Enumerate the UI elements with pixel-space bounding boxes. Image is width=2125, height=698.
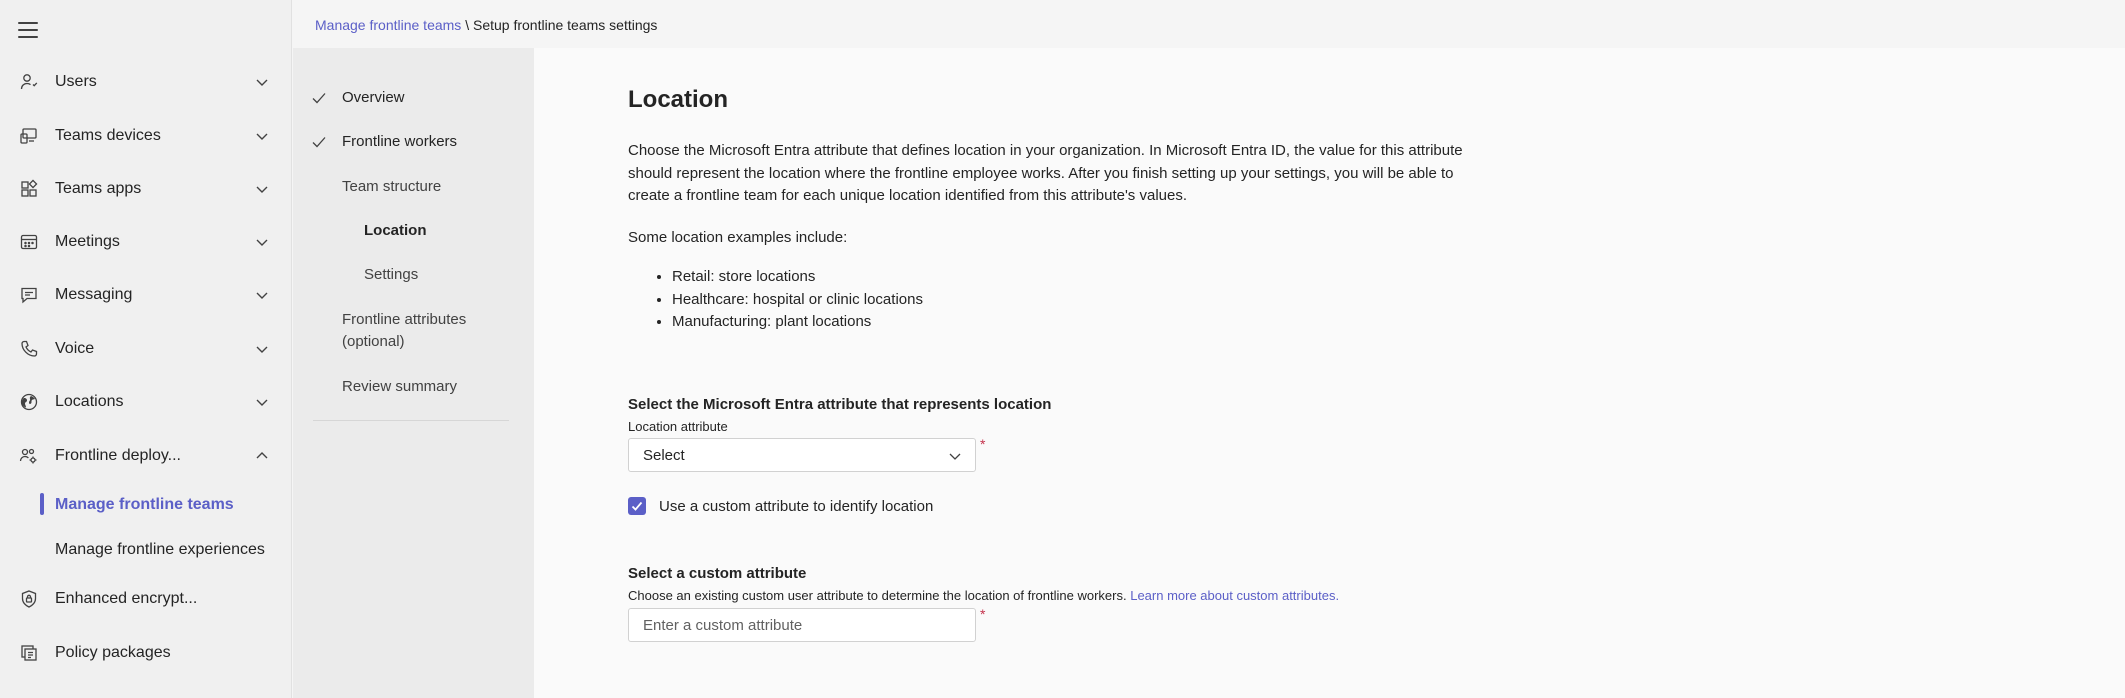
examples-list — [672, 266, 923, 334]
dropdown-value: Select — [643, 446, 685, 464]
step-frontline-attributes-optional: (optional) — [342, 333, 405, 350]
nav-label: Enhanced encrypt... — [55, 590, 198, 607]
list-item: • Retail: store locations — [672, 266, 923, 289]
list-item: • Healthcare: hospital or clinic locations — [672, 289, 923, 312]
checkmark-icon — [311, 90, 327, 106]
left-navigation — [0, 0, 292, 698]
step-review-summary[interactable]: Review summary — [342, 378, 458, 395]
nav-item-users[interactable] — [0, 60, 292, 104]
learn-more-link[interactable]: Learn more about custom attributes. — [1130, 588, 1340, 603]
nav-item-enhanced-encryption[interactable] — [0, 577, 292, 621]
examples-intro: Some location examples include: — [628, 229, 848, 246]
wizard-steps — [293, 48, 534, 698]
nav-item-teams-devices[interactable] — [0, 114, 292, 158]
nav-item-locations[interactable] — [0, 380, 292, 424]
custom-attribute-checkbox[interactable] — [628, 497, 646, 515]
chat-icon — [19, 285, 39, 305]
shield-lock-icon — [19, 589, 39, 609]
step-location[interactable]: Location — [364, 222, 427, 239]
description: Choose the Microsoft Entra attribute that defines location in your organization. In Microsoft Entra ID, the value for this attribute should represent the location where the frontline employee works. After you finish setting up your settings, you will be able to create a frontline team for each unique location identified from this attribute's values. — [628, 142, 1463, 204]
nav-label: Teams devices — [55, 127, 161, 144]
top-bar — [293, 0, 2125, 48]
step-team-structure[interactable]: Team structure — [342, 178, 442, 195]
nav-item-meetings[interactable] — [0, 220, 292, 264]
breadcrumb-current: Setup frontline teams settings — [472, 17, 658, 33]
list-item: • Manufacturing: plant locations — [672, 311, 923, 334]
person-icon — [19, 72, 39, 92]
chevron-down-icon — [254, 394, 270, 410]
chevron-down-icon — [254, 287, 270, 303]
page-title: Location — [628, 86, 728, 113]
chevron-down-icon — [254, 341, 270, 357]
nav-item-voice[interactable] — [0, 327, 292, 371]
step-frontline-workers[interactable]: Frontline workers — [342, 133, 458, 150]
nav-label: Teams apps — [55, 180, 142, 197]
step-settings[interactable]: Settings — [364, 266, 419, 283]
active-indicator — [40, 493, 44, 515]
devices-icon — [19, 126, 39, 146]
globe-icon — [19, 392, 39, 412]
chevron-down-icon — [254, 74, 270, 90]
calendar-icon — [19, 232, 39, 252]
help-text: Choose an existing custom user attribute to determine the location of frontline workers. — [628, 588, 1127, 603]
chevron-up-icon — [254, 448, 270, 464]
location-attribute-label: Location attribute — [628, 419, 728, 434]
chevron-down-icon — [254, 181, 270, 197]
custom-attribute-checkbox-label: Use a custom attribute to identify location — [659, 497, 934, 515]
phone-icon — [19, 339, 39, 359]
nav-item-teams-apps[interactable] — [0, 167, 292, 211]
breadcrumb — [315, 17, 657, 33]
nav-item-frontline-deployment[interactable] — [0, 434, 292, 478]
checkmark-icon — [631, 500, 643, 512]
package-icon — [19, 643, 39, 663]
steps-divider — [313, 420, 509, 421]
custom-attribute-heading: Select a custom attribute — [628, 565, 807, 582]
nav-label: Locations — [55, 393, 124, 410]
custom-attribute-checkbox-row[interactable] — [628, 497, 933, 515]
location-attribute-dropdown[interactable] — [628, 438, 976, 472]
nav-sub-item-manage-frontline-experiences[interactable]: Manage frontline experiences — [55, 541, 265, 558]
nav-sub-item-manage-frontline-teams[interactable]: Manage frontline teams — [55, 496, 234, 513]
people-settings-icon — [19, 446, 39, 466]
breadcrumb-separator: \ — [465, 17, 470, 33]
breadcrumb-link-manage-frontline-teams[interactable]: Manage frontline teams — [315, 17, 462, 33]
required-marker: * — [980, 606, 986, 622]
checkmark-icon — [311, 134, 327, 150]
step-frontline-attributes[interactable]: Frontline attributes — [342, 311, 467, 328]
select-attribute-heading: Select the Microsoft Entra attribute that represents location — [628, 396, 1052, 413]
step-overview[interactable]: Overview — [342, 89, 405, 106]
chevron-down-icon — [254, 234, 270, 250]
hamburger-menu-icon[interactable] — [18, 22, 38, 38]
required-marker: * — [980, 436, 986, 452]
nav-label: Voice — [55, 340, 95, 357]
chevron-down-icon — [947, 448, 963, 464]
nav-label: Frontline deploy... — [55, 447, 181, 464]
custom-attribute-help — [628, 588, 1339, 603]
chevron-down-icon — [254, 128, 270, 144]
nav-label: Messaging — [55, 286, 133, 303]
nav-label: Users — [55, 73, 97, 90]
nav-label: Meetings — [55, 233, 120, 250]
apps-icon — [19, 179, 39, 199]
nav-label: Policy packages — [55, 644, 171, 661]
nav-item-messaging[interactable] — [0, 273, 292, 317]
nav-item-policy-packages[interactable] — [0, 631, 292, 675]
main-content — [534, 48, 2125, 698]
custom-attribute-input[interactable] — [628, 608, 976, 642]
